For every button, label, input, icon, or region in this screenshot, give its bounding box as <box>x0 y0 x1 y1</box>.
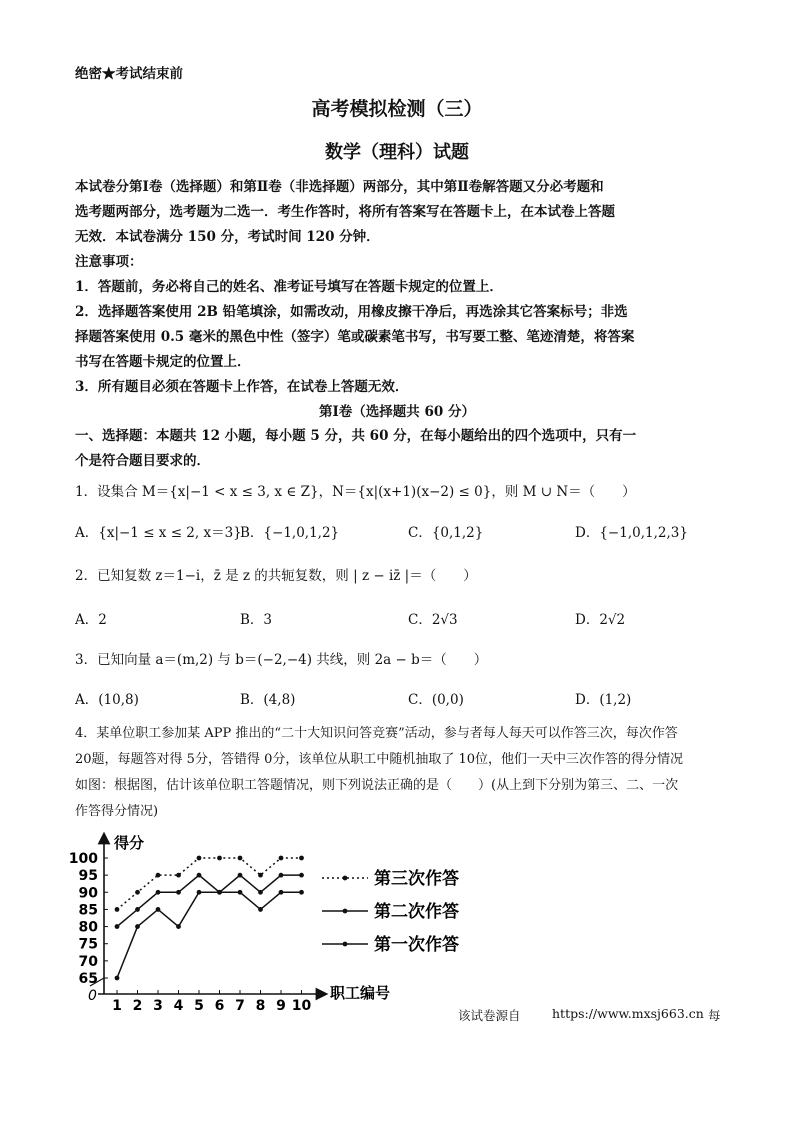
intro-line-2: 选考题两部分，选考题为二选一．考生作答时，将所有答案写在答题卡上，在本试卷上答题 <box>75 204 615 220</box>
legend-marker <box>343 942 348 947</box>
x-tick-label: 1 <box>112 998 122 1013</box>
question-4-line-4: 作答得分情况) <box>75 804 159 819</box>
question-1-option-c[interactable]: C．{0,1,2} <box>408 525 484 541</box>
data-point <box>279 856 284 861</box>
y-tick-label: 65 <box>78 971 98 987</box>
legend-label: 第三次作答 <box>374 869 459 889</box>
x-tick-label: 4 <box>173 998 184 1013</box>
part-title: 第Ⅰ卷（选择题共 60 分） <box>318 404 475 420</box>
y-tick-label: 75 <box>78 936 98 953</box>
data-point <box>176 924 181 929</box>
y-tick-label: 85 <box>78 902 98 919</box>
data-point <box>176 890 181 895</box>
x-tick-label: 2 <box>132 998 143 1013</box>
question-1-option-a[interactable]: A．{x|−1 ≤ x ≤ 2, x＝3} <box>75 525 242 541</box>
question-2-stem: 2．已知复数 z＝1−i，z̄ 是 z 的共轭复数，则 | z − iz̄ |＝（ ） <box>75 568 477 584</box>
footer-source: 该试卷源自 <box>458 1008 521 1023</box>
footer-tail: 每 <box>708 1008 721 1023</box>
note-1: 1．答题前，务必将自己的姓名、准考证号填写在答题卡规定的位置上． <box>75 279 503 295</box>
question-2-option-d[interactable]: D．2√2 <box>575 612 626 628</box>
note-2-end: 书写在答题卡规定的位置上． <box>75 354 251 370</box>
exam-subtitle: 数学（理科）试题 <box>325 142 469 163</box>
question-1-stem: 1．设集合 M＝{x|−1 < x ≤ 3, x ∈ Z}，N＝{x|(x+1)(x−2) ≤ 0}，则 M ∪ N＝（ ） <box>75 484 636 500</box>
data-point <box>176 873 181 878</box>
intro-line-1: 本试卷分第Ⅰ卷（选择题）和第Ⅱ卷（非选择题）两部分，其中第Ⅱ卷解答题又分必考题和 <box>75 179 604 195</box>
x-tick-label: 5 <box>194 998 204 1013</box>
data-point <box>156 873 161 878</box>
note-2: 2．选择题答案使用 2B 铅笔填涂，如需改动，用橡皮擦干净后，再选涂其它答案标号；非选 <box>75 304 628 320</box>
question-2-option-c[interactable]: C．2√3 <box>408 612 458 628</box>
confidential-mark: 绝密★考试结束前 <box>75 66 183 82</box>
data-point <box>135 907 140 912</box>
question-3-option-c[interactable]: C．(0,0) <box>408 692 464 708</box>
legend-marker <box>343 876 348 881</box>
section-heading-2: 个是符合题目要求的． <box>75 453 210 469</box>
y-tick-label: 100 <box>68 851 98 867</box>
data-point <box>299 873 304 878</box>
y-tick-label: 90 <box>78 885 98 902</box>
data-point <box>238 873 243 878</box>
series-line-3 <box>117 892 302 978</box>
data-point <box>115 924 120 929</box>
question-2-option-a[interactable]: A．2 <box>75 612 107 628</box>
x-tick-label: 8 <box>255 998 266 1013</box>
y-tick-label: 95 <box>78 868 98 885</box>
exam-title: 高考模拟检测（三） <box>311 98 483 120</box>
question-3-stem: 3．已知向量 a＝(m,2) 与 b＝(−2,−4) 共线，则 2a − b＝（ ） <box>75 652 488 668</box>
series-line-2 <box>117 875 302 926</box>
data-point <box>258 890 263 895</box>
y-axis-title: 得分 <box>114 834 145 852</box>
question-1-option-b[interactable]: B．{−1,0,1,2} <box>240 525 340 541</box>
notes-title: 注意事项： <box>75 254 143 270</box>
y-tick-label: 80 <box>78 919 98 936</box>
data-point <box>197 890 202 895</box>
data-point <box>258 907 263 912</box>
intro-line-3: 无效．本试卷满分 150 分，考试时间 120 分钟． <box>75 229 380 245</box>
question-4-line-3: 如图：根据图，估计该单位职工答题情况，则下列说法正确的是（ ）(从上到下分别为第三、二、一次 <box>75 778 679 793</box>
question-3-option-b[interactable]: B．(4,8) <box>240 692 296 708</box>
question-3-option-a[interactable]: A．(10,8) <box>75 692 139 708</box>
data-point <box>135 890 140 895</box>
x-tick-label: 9 <box>276 998 286 1013</box>
x-tick-label: 3 <box>153 998 163 1013</box>
data-point <box>156 890 161 895</box>
section-heading-1: 一、选择题：本题共 12 小题，每小题 5 分，共 60 分，在每小题给出的四个选项中，只有一 <box>75 428 637 444</box>
data-point <box>299 856 304 861</box>
data-point <box>238 890 243 895</box>
question-3-option-d[interactable]: D．(1,2) <box>575 692 632 708</box>
question-2-option-b[interactable]: B．3 <box>240 612 273 628</box>
legend-label: 第二次作答 <box>374 902 459 922</box>
data-point <box>197 856 202 861</box>
note-3: 3．所有题目必须在答题卡上作答，在试卷上答题无效． <box>75 379 409 395</box>
data-point <box>115 976 120 981</box>
note-2-cont: 择题答案使用 0.5 毫米的黑色中性（签字）笔或碳素笔书写，书写要工整、笔迹清楚，将答案 <box>75 329 635 345</box>
data-point <box>299 890 304 895</box>
data-point <box>115 907 120 912</box>
question-1-option-d[interactable]: D．{−1,0,1,2,3} <box>575 525 688 541</box>
data-point <box>279 873 284 878</box>
chart-series <box>115 856 304 981</box>
data-point <box>197 873 202 878</box>
x-axis-title: 职工编号 <box>330 984 391 1002</box>
data-point <box>217 856 222 861</box>
origin-label: 0 <box>88 988 97 1004</box>
chart-ticks <box>69 851 312 1013</box>
x-tick-label: 7 <box>235 998 245 1013</box>
chart-legend <box>322 868 459 955</box>
question-4-line-1: 4．某单位职工参加某 APP 推出的“二十大知识问答竞赛”活动，参与者每人每天可以作答三次，每次作答 <box>75 726 678 741</box>
legend-label: 第一次作答 <box>374 935 459 955</box>
x-tick-label: 10 <box>291 998 312 1013</box>
score-line-chart <box>60 828 460 1013</box>
data-point <box>258 873 263 878</box>
data-point <box>238 856 243 861</box>
data-point <box>217 890 222 895</box>
x-tick-label: 6 <box>214 998 225 1013</box>
question-4-line-2: 20题，每题答对得 5分，答错得 0分，该单位从职工中随机抽取了 10位，他们一天中三次作答的得分情况 <box>75 752 684 767</box>
data-point <box>135 924 140 929</box>
data-point <box>156 907 161 912</box>
legend-marker <box>343 909 348 914</box>
y-tick-label: 70 <box>78 953 98 970</box>
data-point <box>279 890 284 895</box>
chart-axes <box>90 838 322 994</box>
footer-url-link[interactable]: https://www.mxsj663.cn <box>552 1006 704 1021</box>
